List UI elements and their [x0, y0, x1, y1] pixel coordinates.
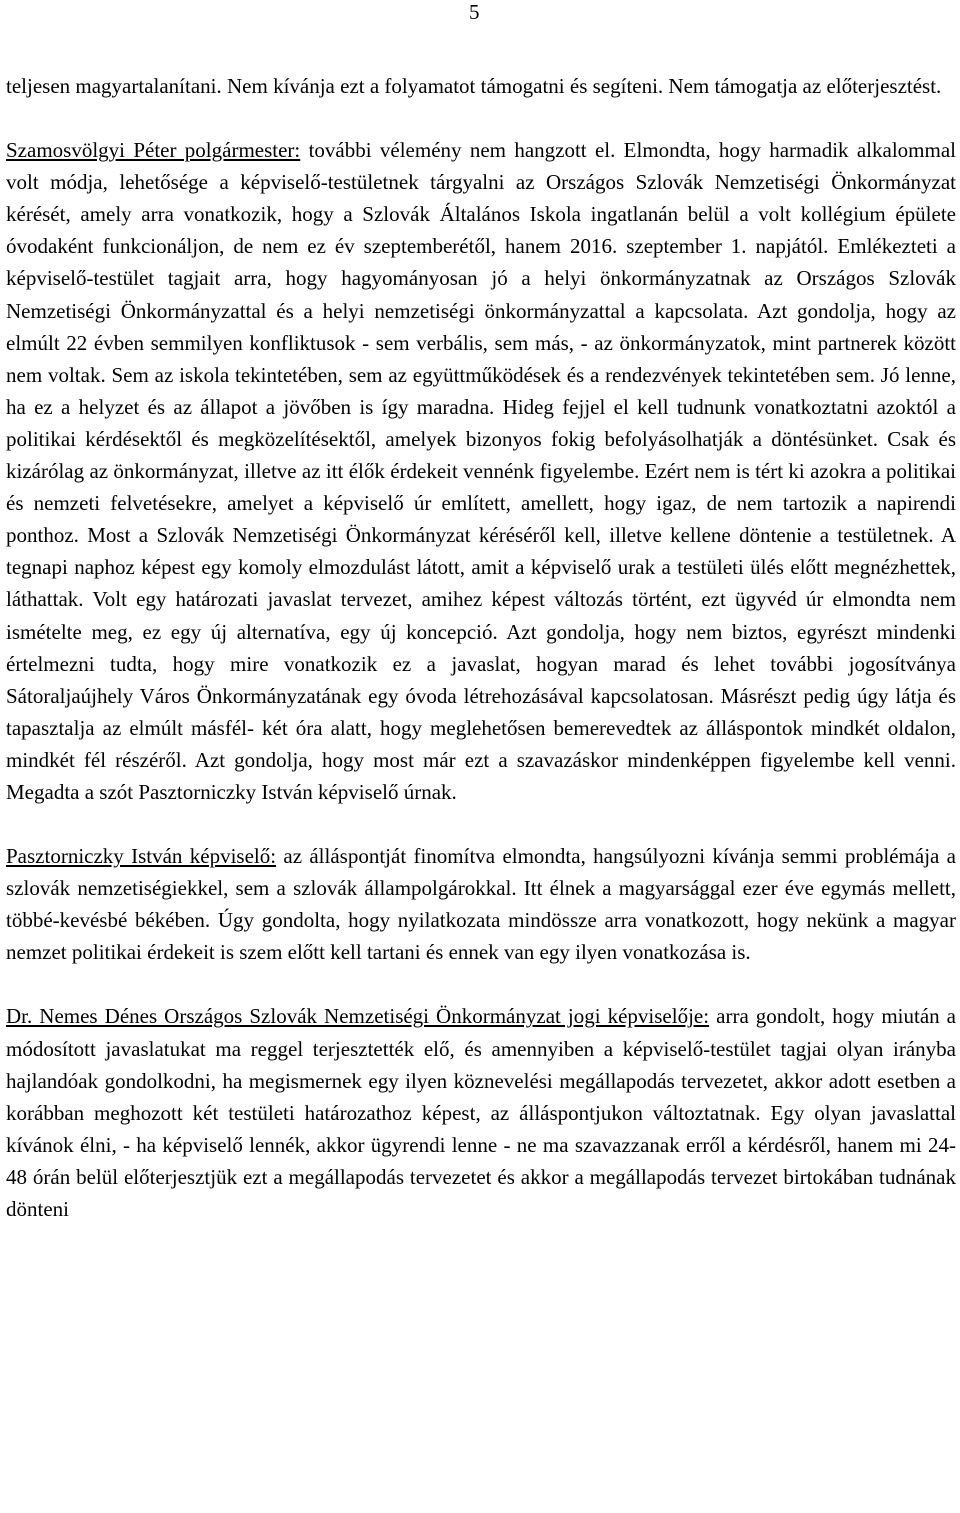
paragraph-text: teljesen magyartalanítani. Nem kívánja ezt a folyamatot támogatni és segíteni. Nem támogatja az előterjesztést. [6, 74, 942, 98]
paragraph-2 [6, 134, 956, 808]
page-number: 5 [469, 0, 480, 24]
paragraph-4 [6, 1000, 956, 1225]
paragraph-3 [6, 840, 956, 968]
paragraph-text: az álláspontját finomítva elmondta, hangsúlyozni kívánja semmi problémája a szlovák nemzetiségiekkel, sem a szlovák állampolgárokkal. Itt élnek a magyarsággal ezer éve egymás mellett, többé-kevésbé békében. Úgy gondolta, hogy nyilatkozata mindössze arra vonatkozott, hogy nekünk a magyar nemzet politikai érdekeit is szem előtt kell tartani és ennek van egy ilyen vonatkozása is. [6, 844, 956, 965]
speaker-name: Szamosvölgyi Péter polgármester: [6, 138, 301, 163]
paragraph-1 [6, 70, 956, 102]
speaker-name: Pasztorniczky István képviselő: [6, 844, 277, 869]
paragraph-text: arra gondolt, hogy miután a módosított javaslatukat ma reggel terjesztették elő, és amennyiben a képviselő-testület tagjai olyan irányba hajlandóak gondolkodni, ha megismernek egy ilyen köznevelési megállapodás tervezetet, akkor adott esetben a korábban meghozott két testületi határozathoz képest, az álláspontjukon változtatnak. Egy olyan javaslattal kívánok élni, - ha képviselő lennék, akkor ügyrendi lenne - ne ma szavazzanak erről a kérdésről, hanem mi 24-48 órán belül előterjesztjük ezt a megállapodás tervezetet és akkor a megállapodás tervezet birtokában tudnának dönteni [6, 1004, 957, 1221]
speaker-name: Dr. Nemes Dénes Országos Szlovák Nemzetiségi Önkormányzat jogi képviselője: [6, 1004, 710, 1029]
document-body [6, 70, 956, 1225]
paragraph-text: további vélemény nem hangzott el. Elmondta, hogy harmadik alkalommal volt módja, lehetősége a képviselő-testületnek tárgyalni az Országos Szlovák Nemzetiségi Önkormányzat kérését, amely arra vonatkozik, hogy a Szlovák Általános Iskola ingatlanán belül a volt kollégium épülete óvodaként funkcionáljon, de nem ez év szeptemberétől, hanem 2016. szeptember 1. napjától. Emlékezteti a képviselő-testület tagjait arra, hogy hagyományosan jó a helyi önkormányzatnak az Országos Szlovák Nemzetiségi Önkormányzattal és a helyi nemzetiségi önkormányzattal a kapcsolata. Azt gondolja, hogy az elmúlt 22 évben semmilyen konfliktusok - sem verbális, sem más, - az önkormányzatok, mint partnerek között nem voltak. Sem az iskola tekintetében, sem az együttműködések és a rendezvények tekintetében sem. Jó lenne, ha ez a helyzet és az állapot a jövőben is így maradna. Hideg fejjel el kell tudnunk vonatkoztatni azoktól a politikai kérdésektől és megközelítésektől, amelyek bizonyos fokig befolyásolhatják a döntésünket. Csak és kizárólag az önkormányzat, illetve az itt élők érdekeit vennénk figyelembe. Ezért nem is tért ki azokra a politikai és nemzeti felvetésekre, amelyet a képviselő úr említett, amellett, hogy igaz, de nem tartozik a napirendi ponthoz. Most a Szlovák Nemzetiségi Önkormányzat kéréséről kell, illetve kellene döntenie a testületnek. A tegnapi naphoz képest egy komoly elmozdulást látott, amit a képviselő urak a testületi ülés előtt megnézhettek, láthattak. Volt egy határozati javaslat tervezet, amihez képest változás történt, ezt ügyvéd úr elmondta nem ismételte meg, ez egy új alternatíva, egy új koncepció. Azt gondolja, hogy nem biztos, egyrészt mindenki értelmezni tudta, hogy mire vonatkozik ez a javaslat, hogyan marad és lehet további jogosítványa Sátoraljaújhely Város Önkormányzatának egy óvoda létrehozásával kapcsolatosan. Másrészt pedig úgy látja és tapasztalja az elmúlt másfél- két óra alatt, hogy meglehetősen bemerevedtek az álláspontok mindkét oldalon, mindkét fél részéről. Azt gondolja, hogy most már ezt a szavazáskor mindenképpen figyelembe kell venni. Megadta a szót Pasztorniczky István képviselő úrnak. [6, 138, 956, 804]
